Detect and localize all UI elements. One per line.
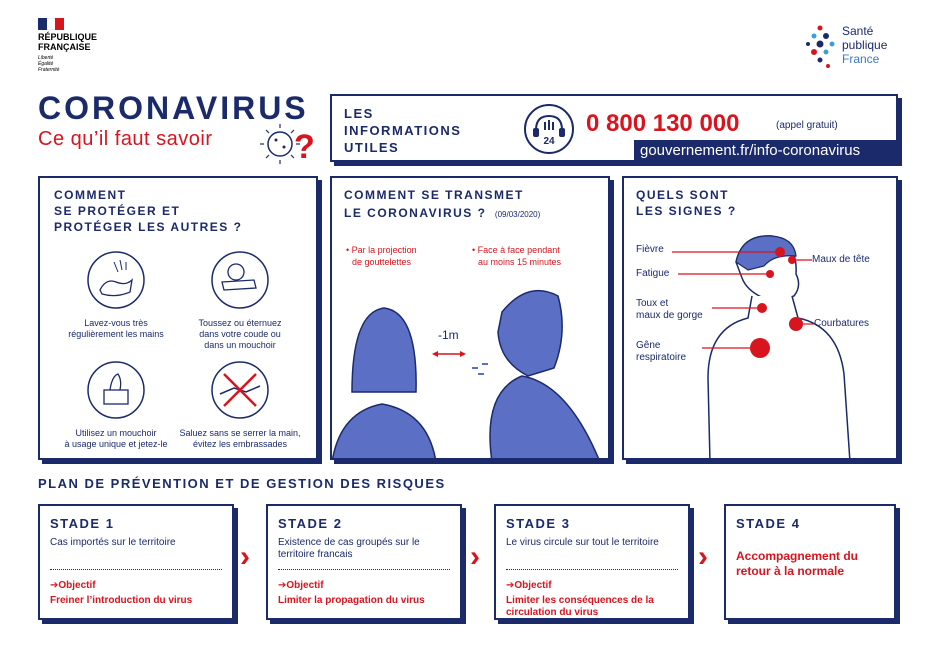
- phone-number[interactable]: 0 800 130 000: [586, 110, 740, 137]
- motto-1: Liberté: [38, 55, 54, 61]
- stage-4-title: STADE 4: [736, 516, 801, 531]
- cough-elbow-icon: [210, 250, 270, 310]
- distance-label: -1m: [438, 328, 459, 342]
- stage-1-title: STADE 1: [50, 516, 115, 531]
- stage-1-divider: [50, 569, 222, 570]
- stage-1-desc: Cas importés sur le territoire: [50, 537, 176, 548]
- stage-3-desc: Le virus circule sur tout le territoire: [506, 537, 659, 548]
- protect-title-1: COMMENT: [54, 188, 127, 202]
- signs-title-2: LES SIGNES ?: [636, 204, 737, 218]
- stage-2-card: [266, 504, 462, 620]
- plan-title: PLAN DE PRÉVENTION ET DE GESTION DES RISQUES: [38, 476, 446, 491]
- info-heading-3: UTILES: [344, 140, 400, 155]
- info-heading-2: INFORMATIONS: [344, 123, 462, 138]
- flag-icon: [38, 18, 64, 30]
- stage-1-card: [38, 504, 234, 620]
- chevron-right-icon: ›: [698, 540, 708, 573]
- protect-item-1-text: Lavez-vous très régulièrement les mains: [68, 318, 164, 339]
- protect-item-3-text: Utilisez un mouchoir à usage unique et jetez-le: [64, 428, 168, 449]
- free-call-label: (appel gratuit): [776, 120, 838, 131]
- stage-4-text: Accompagnement du retour à la normale: [736, 549, 859, 578]
- motto-3: Fraternité: [38, 67, 60, 73]
- stage-4-card: [724, 504, 896, 620]
- signs-title-1: QUELS SONT: [636, 188, 730, 202]
- sign-maux-tete: Maux de tête: [812, 254, 870, 265]
- protect-box: [38, 176, 318, 460]
- transmit-title-2: LE CORONAVIRUS ?: [344, 206, 487, 220]
- chevron-right-icon: ›: [240, 540, 250, 573]
- protect-title-2: SE PROTÉGER ET: [54, 204, 181, 218]
- republique-line1: RÉPUBLIQUE: [38, 32, 98, 42]
- stage-3-text: Limiter les conséquences de la circulation du virus: [506, 595, 654, 618]
- transmit-title-2-row: [344, 204, 540, 222]
- sante-line1: Santé: [842, 24, 874, 38]
- sign-gene: Gêne respiratoire: [636, 340, 687, 363]
- tissue-icon: [86, 360, 146, 420]
- page-title: CORONAVIRUS: [38, 90, 309, 126]
- sign-courbatures: Courbatures: [814, 318, 870, 329]
- protect-item-2-text: Toussez ou éternuez dans votre coude ou dans un mouchoir: [198, 318, 282, 350]
- stage-3-card: [494, 504, 690, 620]
- info-heading-1: LES: [344, 106, 374, 121]
- stage-3-divider: [506, 569, 678, 570]
- info-url-link[interactable]: gouvernement.fr/info-coronavirus: [634, 140, 896, 162]
- dots-logo-icon: [800, 22, 840, 72]
- stage-2-divider: [278, 569, 450, 570]
- stage-3-title: STADE 3: [506, 516, 571, 531]
- no-handshake-icon: [210, 360, 270, 420]
- transmit-note-2: • Face à face pendant au moins 15 minutes: [472, 245, 562, 267]
- stage-2-objective: ➔Objectif: [278, 580, 324, 591]
- transmission-illustration: [332, 272, 610, 460]
- protect-title-3: PROTÉGER LES AUTRES ?: [54, 220, 243, 234]
- page-subtitle: Ce qu’il faut savoir: [38, 128, 213, 150]
- motto-2: Égalité: [38, 61, 54, 67]
- signs-box: [622, 176, 898, 460]
- svg-text:?: ?: [294, 128, 315, 166]
- info-box: [330, 94, 898, 162]
- republique-line2: FRANÇAISE: [38, 42, 91, 52]
- sante-line3: France: [842, 52, 880, 66]
- wash-hands-icon: [86, 250, 146, 310]
- transmit-title-1: COMMENT SE TRANSMET: [344, 188, 524, 202]
- sante-line2: publique: [842, 38, 888, 52]
- phone-icon-number: 24: [543, 136, 555, 147]
- chevron-right-icon: ›: [470, 540, 480, 573]
- stage-2-text: Limiter la propagation du virus: [278, 595, 425, 606]
- sante-publique-logo: [800, 22, 910, 72]
- stage-2-desc: Existence de cas groupés sur le territoire francais: [278, 537, 420, 560]
- virus-question-icon: [258, 120, 318, 170]
- stage-1-objective: ➔Objectif: [50, 580, 96, 591]
- stage-2-title: STADE 2: [278, 516, 343, 531]
- sign-fatigue: Fatigue: [636, 268, 670, 279]
- phone-24h-icon: [522, 102, 576, 156]
- stage-3-objective: ➔Objectif: [506, 580, 552, 591]
- sign-toux: Toux et maux de gorge: [636, 298, 703, 321]
- sign-fievre: Fièvre: [636, 244, 664, 255]
- transmit-note-1: • Par la projection de gouttelettes: [346, 245, 417, 267]
- stage-1-text: Freiner l’introduction du virus: [50, 595, 193, 606]
- protect-item-4-text: Saluez sans se serrer la main, évitez les embrassades: [179, 428, 301, 449]
- transmit-box: [330, 176, 610, 460]
- transmit-date: (09/03/2020): [494, 210, 541, 219]
- republique-logo: [38, 18, 118, 73]
